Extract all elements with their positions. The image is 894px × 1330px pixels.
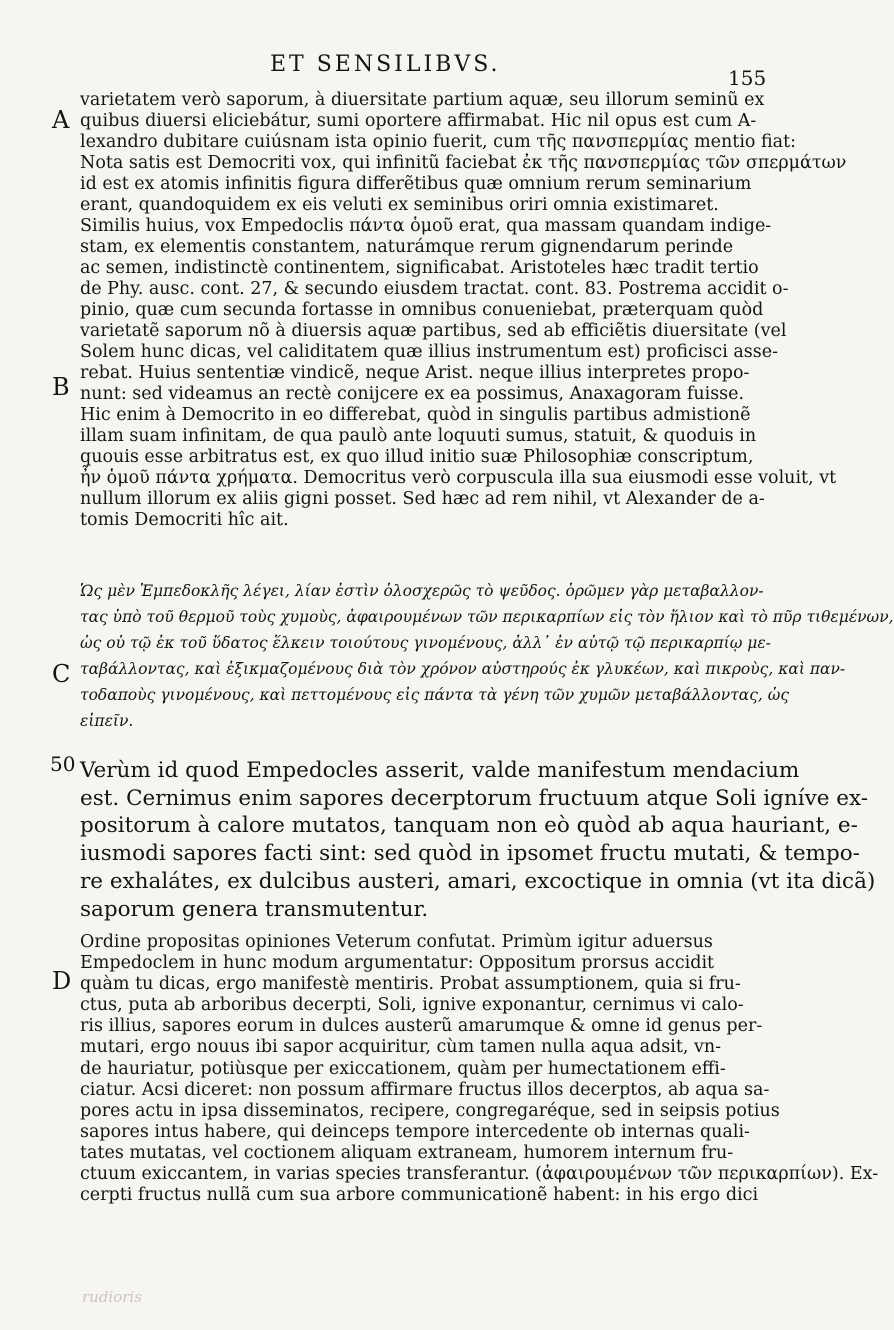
greek-line: Ὡς μὲν Ἐμπεδοκλῆς λέγει, λίαν ἐστὶν ὁλοσχερῶς τὸ ψεῦδος. ὁρῶμεν γὰρ μεταβαλλον-	[80, 582, 764, 600]
page-number: 155	[728, 66, 767, 90]
greek-line: εἰπεῖν.	[80, 712, 134, 730]
commentary-line: sapores intus habere, qui deinceps tempore intercedente ob internas quali-	[80, 1121, 750, 1142]
text-line: tomis Democriti hîc ait.	[80, 510, 289, 530]
text-line: nullum illorum ex aliis gigni posset. Sed hæc ad rem nihil, vt Alexander de a-	[80, 489, 765, 509]
commentary-line: pores actu in ipsa disseminatos, recipere, congregaréque, sed in seipsis potius	[80, 1100, 780, 1121]
text-line: quibus diuersi eliciebátur, sumi oportere affirmabat. Hic nil opus est cum A-	[80, 111, 757, 131]
line-number: 50	[50, 752, 76, 776]
greek-line: ὡς οὐ τῷ ἐκ τοῦ ὕδατος ἕλκειν τοιούτους γινομένους, ἀλλ᾽ ἐν αὐτῷ τῷ περικαρπίῳ με-	[80, 634, 771, 652]
text-line: illam suam infinitam, de qua paulò ante loquuti sumus, statuit, & quoduis in	[80, 426, 757, 446]
commentary-line: ciatur. Acsi diceret: non possum affirmare fructus illos decerptos, ab aqua sa-	[80, 1079, 770, 1100]
text-line: ἦν ὁμοῦ πάντα χρήματα. Democritus verò corpuscula illa sua eiusmodi esse voluit, vt	[80, 468, 837, 488]
commentary-line: quàm tu dicas, ergo manifestè mentiris. Probat assumptionem, quia si fru-	[80, 974, 741, 995]
text-line: erant, quandoquidem ex eis veluti ex seminibus oriri omnia existimaret.	[80, 195, 719, 215]
greek-line: τας ὑπὸ τοῦ θερμοῦ τοὺς χυμοὺς, ἀφαιρουμένων τῶν περικαρπίων εἰς τὸν ἥλιον καὶ τὸ πῦρ τιθεμένων,	[80, 608, 894, 626]
commentary-line: mutari, ergo nouus ibi sapor acquiritur, cùm tamen nulla aqua adsit, vn-	[80, 1037, 722, 1058]
text-line: Hic enim à Democrito in eo differebat, quòd in singulis partibus admistionẽ	[80, 405, 751, 425]
margin-letter-b: B	[52, 373, 70, 401]
show-through-text: rudioris	[82, 1288, 142, 1306]
commentary-text	[80, 932, 879, 1206]
text-line: lexandro dubitare cuiúsnam ista opinio fuerit, cum τῆς πανσπερμίας mentio fiat:	[80, 132, 797, 152]
translation-line: iusmodi sapores facti sint: sed quòd in ipsomet fructu mutati, & tempo-	[80, 841, 860, 867]
margin-letter-a: A	[52, 106, 70, 134]
text-line: ac semen, indistinctè continentem, significabat. Aristoteles hæc tradit tertio	[80, 258, 759, 278]
commentary-line: ris illius, sapores eorum in dulces austerũ amarumque & omne id genus per-	[80, 1016, 763, 1037]
margin-letter-d: D	[52, 967, 72, 995]
text-line: varietatẽ saporum nõ à diuersis aquæ partibus, sed ab efficiẽtis diuersitate (vel	[80, 321, 787, 341]
text-line: quouis esse arbitratus est, ex quo illud initio suæ Philosophiæ conscriptum,	[80, 447, 754, 467]
commentary-line: ctuum exiccantem, in varias species transferantur. (ἀφαιρουμένων τῶν περικαρπίων). Ex-	[80, 1164, 879, 1185]
translation-line: positorum à calore mutatos, tanquam non eò quòd ab aqua hauriant, e-	[80, 813, 858, 839]
commentary-line: Ordine propositas opiniones Veterum confutat. Primùm igitur aduersus	[80, 932, 713, 952]
text-line: pinio, quæ cum secunda fortasse in omnibus conueniebat, præterquam quòd	[80, 300, 764, 320]
text-line: Solem hunc dicas, vel caliditatem quæ illius instrumentum est) proficisci asse-	[80, 342, 779, 362]
translation-text	[80, 757, 876, 923]
commentary-line: ctus, puta ab arboribus decerpti, Soli, ignive exponantur, cernimus vi calo-	[80, 995, 744, 1016]
text-line: rebat. Huius sententiæ vindicẽ, neque Arist. neque illius interpretes propo-	[80, 363, 750, 383]
translation-line: est. Cernimus enim sapores decerptorum fructuum atque Soli igníve ex-	[80, 785, 869, 811]
text-line: de Phy. ausc. cont. 27, & secundo eiusdem tractat. cont. 83. Postrema accidit o-	[80, 279, 789, 299]
text-line: nunt: sed videamus an rectè conijcere ex ea possimus, Anaxagoram fuisse.	[80, 384, 745, 404]
text-line: id est ex atomis infinitis figura differẽtibus quæ omnium rerum seminarium	[80, 174, 752, 194]
commentary-line: cerpti fructus nullã cum sua arbore communicationẽ habent: in his ergo dici	[80, 1185, 759, 1206]
running-head: ET SENSILIBVS.	[270, 52, 501, 77]
commentary-line: de hauriatur, potiùsque per exiccationem, quàm per humectationem effi-	[80, 1058, 726, 1079]
text-line: Similis huius, vox Empedoclis πάντα ὁμοῦ erat, qua massam quandam indige-	[80, 216, 772, 236]
commentary-line: tates mutatas, vel coctionem aliquam extraneam, humorem internum fru-	[80, 1142, 734, 1163]
margin-letter-c: C	[52, 660, 71, 688]
paragraph-text	[80, 90, 847, 531]
greek-quotation	[80, 578, 894, 734]
translation-line: Verùm id quod Empedocles asserit, valde manifestum mendacium	[80, 758, 800, 783]
page-header	[0, 52, 800, 90]
greek-line: ταβάλλοντας, καὶ ἐξικμαζομένους διὰ τὸν χρόνον αὐστηρούς ἐκ γλυκέων, καὶ πικροὺς, καὶ παν-	[80, 660, 846, 678]
text-line: varietatem verò saporum, à diuersitate partium aquæ, seu illorum seminũ ex	[80, 90, 765, 110]
translation-line: re exhalátes, ex dulcibus austeri, amari, excoctique in omnia (vt ita dicã)	[80, 868, 876, 894]
text-line: stam, ex elementis constantem, naturámque rerum gignendarum perinde	[80, 237, 734, 257]
greek-line: τοδαποὺς γινομένους, καὶ πεττομένους εἰς πάντα τὰ γένη τῶν χυμῶν μεταβάλλοντας, ὡς	[80, 686, 790, 704]
text-line: Nota satis est Democriti vox, qui infinitũ faciebat ἐκ τῆς πανσπερμίας τῶν σπερμάτων	[80, 153, 847, 173]
commentary-line: Empedoclem in hunc modum argumentatur: Oppositum prorsus accidit	[80, 953, 715, 974]
translation-line: saporum genera transmutentur.	[80, 896, 429, 922]
